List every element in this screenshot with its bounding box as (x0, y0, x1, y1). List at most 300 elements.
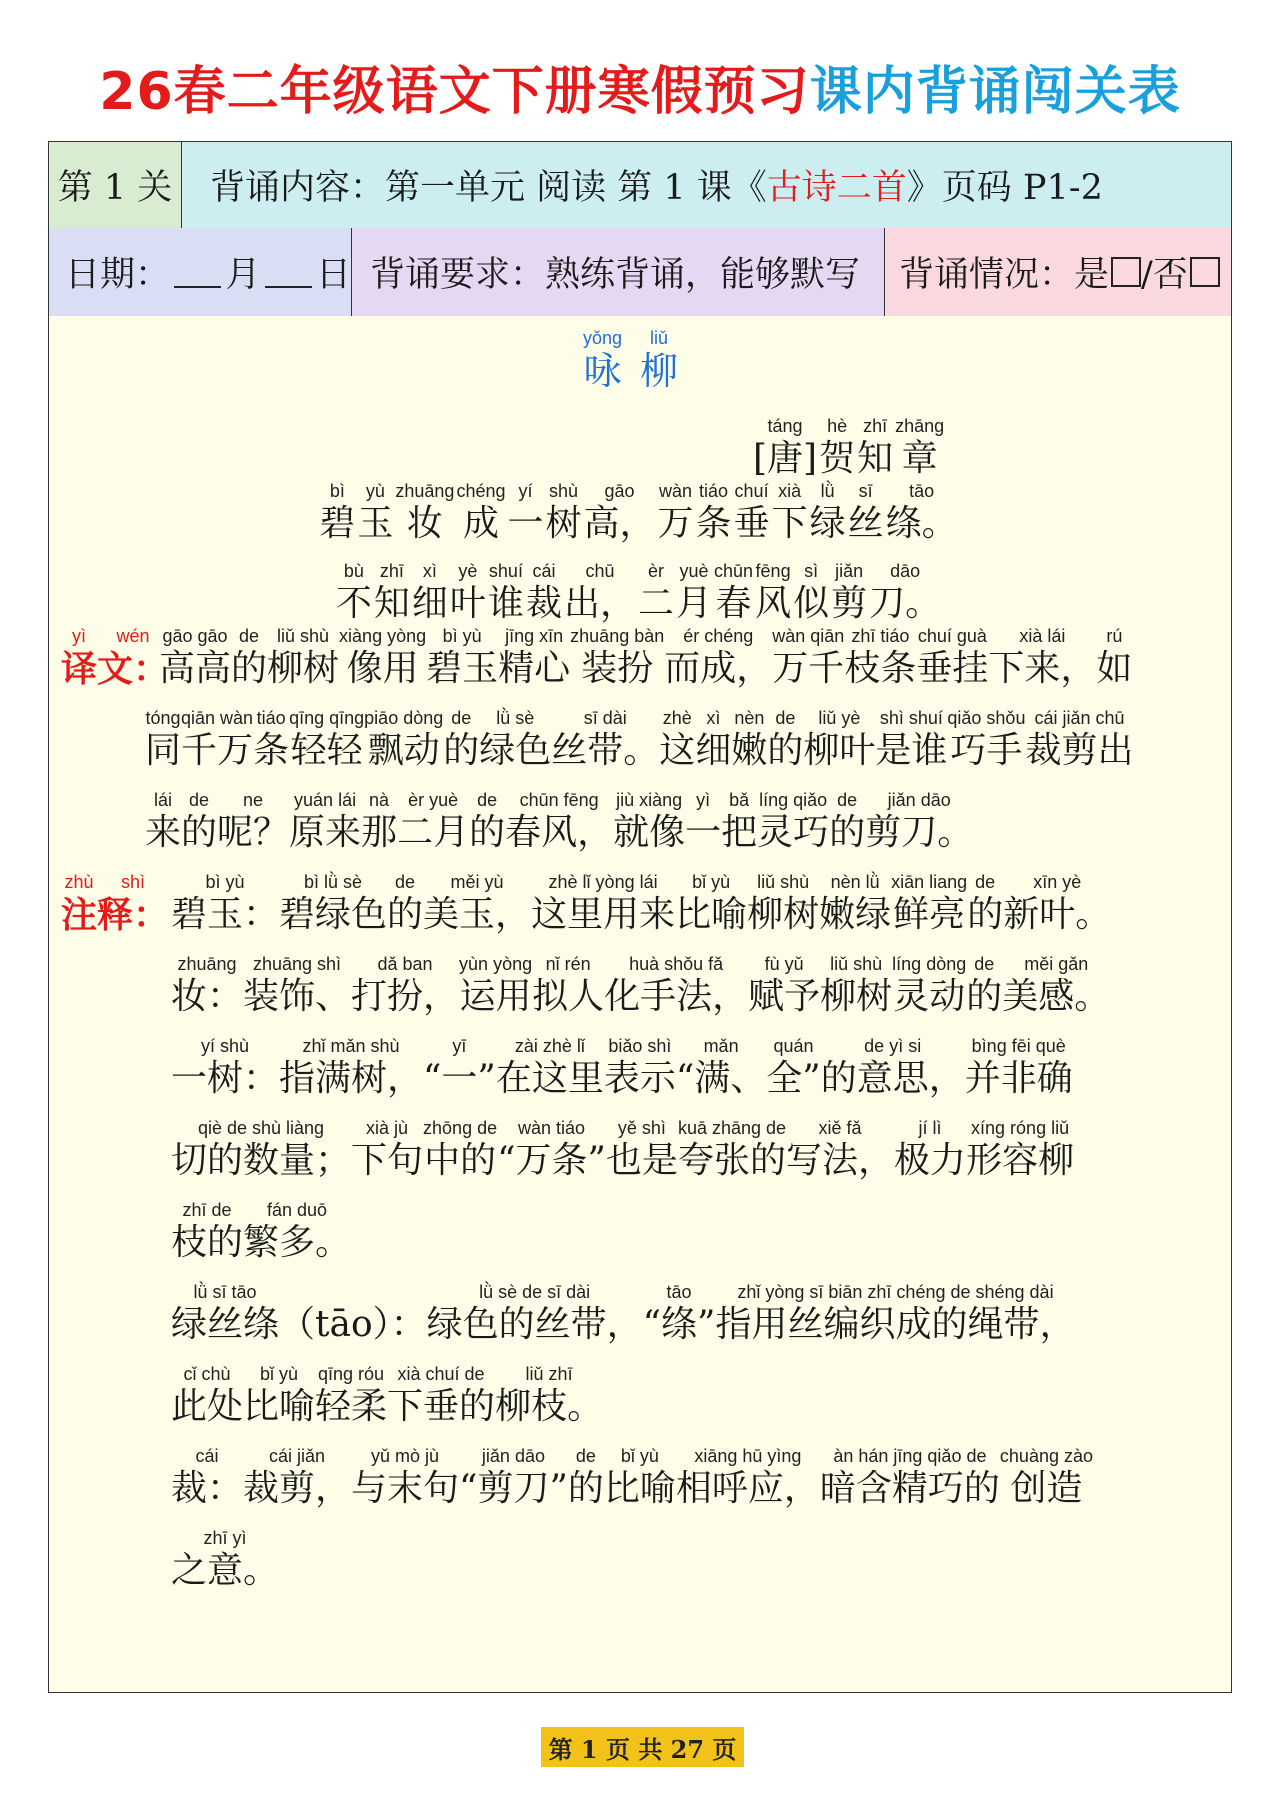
ruby-word (886, 481, 958, 547)
note-line (171, 1446, 1093, 1512)
hanzi: 下 (771, 503, 808, 544)
hanzi: 轻柔 (315, 1386, 388, 1427)
ruby-word (793, 561, 829, 627)
ruby-word (351, 954, 459, 1020)
ruby-word (685, 790, 721, 856)
page-indicator: 第 1 页 共 27 页 (541, 1727, 744, 1767)
pinyin: zhè lǐ yòng lái (548, 872, 658, 892)
translation-label (61, 626, 169, 692)
ruby-word (97, 872, 169, 938)
pinyin: líng dòng (892, 954, 967, 974)
hanzi: 碧 (319, 503, 356, 544)
ruby-word (267, 626, 339, 692)
ruby-word (819, 416, 855, 482)
pinyin: bù (343, 561, 364, 581)
pinyin: xíng róng liǔ (971, 1118, 1070, 1138)
status-cell (885, 228, 1231, 316)
hanzi: 是谁 (875, 730, 948, 771)
hanzi: 似 (793, 583, 830, 624)
ruby-word (767, 708, 803, 774)
hanzi: 知 (373, 583, 410, 624)
hanzi: 高， (583, 503, 656, 544)
ruby-word (423, 872, 531, 938)
hanzi: 像用 (346, 648, 419, 689)
date-label: 日期： (65, 255, 171, 295)
hanzi: 丝带。 (551, 730, 660, 771)
hanzi: 嫩绿 (819, 894, 892, 935)
ruby-word (427, 1282, 643, 1348)
hanzi: 条 (253, 730, 290, 771)
hanzi: 夸张的 (677, 1140, 786, 1181)
hanzi: 巧手 (950, 730, 1023, 771)
note-line (171, 1200, 351, 1266)
ruby-word (459, 954, 532, 1020)
pinyin: shuí (488, 561, 523, 581)
day-label: 日 (315, 255, 351, 295)
hanzi: 下来， (988, 648, 1097, 689)
pinyin: piāo dòng (364, 708, 444, 728)
hanzi: 运用 (459, 976, 532, 1017)
pinyin: xià (778, 481, 802, 501)
poem-title (49, 328, 1230, 394)
ruby-word (564, 561, 636, 627)
pinyin: yě shì (617, 1118, 666, 1138)
hanzi: 化手法， (604, 976, 749, 1017)
pinyin: cái jiǎn chū (1034, 708, 1125, 728)
pinyin: fēng (755, 561, 791, 581)
ruby-word (640, 328, 678, 394)
pinyin: zhè (662, 708, 692, 728)
pinyin: xià jù (366, 1118, 409, 1138)
notes-label (61, 872, 169, 938)
ruby-word (869, 561, 941, 627)
ruby-word (374, 561, 410, 627)
hanzi: 打扮， (351, 976, 460, 1017)
hanzi: 把 (721, 812, 758, 853)
ruby-word (496, 1036, 604, 1102)
ruby-word (61, 872, 97, 938)
hanzi: 表示 (603, 1058, 676, 1099)
content-body (49, 316, 1231, 1692)
hanzi: 的 (829, 812, 866, 853)
pinyin: qiè de shù liàng (197, 1118, 325, 1138)
hanzi: 玉 (357, 503, 394, 544)
ruby-word (395, 481, 454, 547)
ruby-word (289, 708, 364, 774)
hanzi: 如 (1096, 648, 1133, 689)
pinyin: rú (1106, 626, 1123, 646)
pinyin: wàn (659, 481, 693, 501)
pinyin: tóng (145, 708, 181, 728)
ruby-word (171, 954, 243, 1020)
pinyin: tāo (909, 481, 935, 501)
ruby-word (820, 1446, 1000, 1512)
ruby-word (696, 481, 732, 547)
ruby-word (570, 626, 664, 692)
hanzi: 来 (145, 812, 182, 853)
pinyin: jí lì (918, 1118, 942, 1138)
pinyin: yuè (679, 561, 709, 581)
ruby-word (145, 708, 181, 774)
translation-line (145, 790, 973, 856)
yes-checkbox[interactable] (1111, 257, 1141, 287)
hanzi: 裁 (525, 583, 562, 624)
hanzi: 一树： (171, 1058, 280, 1099)
hanzi: 释： (97, 894, 170, 936)
pinyin: bǎ (729, 790, 750, 810)
hanzi: 柳树 (267, 648, 340, 689)
pinyin: bǐ yù (620, 1446, 659, 1466)
hanzi: 此处 (171, 1386, 244, 1427)
pinyin: yì (696, 790, 711, 810)
lesson-name: 古诗二首 (766, 168, 907, 208)
ruby-word (821, 1036, 965, 1102)
no-checkbox[interactable] (1190, 257, 1220, 287)
hanzi: 咏 (583, 349, 622, 393)
hanzi: 章 (901, 438, 938, 479)
note-line (171, 1282, 1075, 1348)
header-row-1 (49, 142, 1231, 229)
content-suffix: 》页码 P1-2 (906, 168, 1103, 208)
hanzi: 的 (567, 1468, 604, 1509)
ruby-word (357, 481, 393, 547)
hanzi: 指满树， (279, 1058, 424, 1099)
ruby-word (171, 1282, 279, 1348)
ruby-word (965, 1036, 1073, 1102)
pinyin: hè (827, 416, 848, 436)
pinyin: yè (458, 561, 478, 581)
hanzi: 春风， (505, 812, 614, 853)
ruby-word (848, 481, 884, 547)
ruby-word (243, 1364, 315, 1430)
pinyin: èr (647, 561, 664, 581)
pinyin: bì (329, 481, 345, 501)
recitation-sheet (48, 141, 1232, 1693)
pinyin: nǐ rén (545, 954, 591, 974)
hanzi: 比喻 (243, 1386, 316, 1427)
hanzi: 灵巧 (757, 812, 830, 853)
level-cell: 第 1 关 (49, 142, 182, 228)
hanzi: 的 (231, 648, 268, 689)
pinyin: chūn fēng (519, 790, 599, 810)
ruby-word (181, 708, 253, 774)
hanzi: 译 (61, 648, 98, 690)
hanzi: 比喻 (675, 894, 748, 935)
note-line (171, 954, 1110, 1020)
ruby-word (676, 561, 712, 627)
hanzi: 柳叶 (803, 730, 876, 771)
hanzi: 妆 (406, 503, 443, 544)
ruby-word (604, 1036, 676, 1102)
hanzi: 二月 (397, 812, 470, 853)
ruby-word (892, 954, 966, 1020)
pinyin: zhuāng (177, 954, 237, 974)
ruby-word (606, 1118, 678, 1184)
hanzi: 而成， (664, 648, 773, 689)
ruby-word (643, 1282, 716, 1348)
ruby-word (675, 872, 747, 938)
hanzi: 一 (685, 812, 722, 853)
hanzi: 的 (387, 894, 424, 935)
hanzi: “万条” (497, 1140, 606, 1181)
pinyin: de (189, 790, 210, 810)
pinyin: de (575, 1446, 596, 1466)
pinyin: chéng (456, 481, 506, 501)
ruby-word (336, 561, 372, 627)
ruby-word (479, 708, 551, 774)
ruby-word (583, 328, 622, 394)
status-no-label: /否 (1141, 255, 1188, 295)
pinyin: xiāng hū yìng (694, 1446, 802, 1466)
pinyin: yí (518, 481, 533, 501)
pinyin: dāo (890, 561, 921, 581)
hanzi: 知 (857, 438, 894, 479)
pinyin: lái (154, 790, 173, 810)
poem-line (49, 481, 1230, 547)
ruby-word (423, 1036, 496, 1102)
hanzi: 绿色的丝带， (426, 1304, 643, 1345)
ruby-word (757, 790, 829, 856)
pinyin: xì (706, 708, 721, 728)
pinyin: bǐ yù (260, 1364, 299, 1384)
pinyin: zhī tiáo (851, 626, 910, 646)
hanzi: 装饰、 (243, 976, 352, 1017)
pinyin: wàn tiáo (517, 1118, 586, 1138)
ruby-word (1000, 1446, 1093, 1512)
pinyin: lǜ (820, 481, 835, 501)
pinyin: yī (452, 1036, 467, 1056)
ruby-word (507, 481, 543, 547)
ruby-word (319, 481, 355, 547)
hanzi: 飘动 (367, 730, 440, 771)
pinyin: jiǎn (835, 561, 864, 581)
hanzi: 叶 (449, 583, 486, 624)
pinyin: de (775, 708, 796, 728)
ruby-word (488, 561, 524, 627)
pinyin: zhōng de (423, 1118, 498, 1138)
ruby-word (412, 561, 448, 627)
hanzi: 原来 (289, 812, 362, 853)
note-line (171, 1528, 279, 1594)
ruby-word (1025, 708, 1133, 774)
hanzi: 裁： (171, 1468, 244, 1509)
ruby-word (498, 626, 570, 692)
pinyin: liǔ shù (757, 872, 810, 892)
hanzi: 柳树 (747, 894, 820, 935)
pinyin: yí shù (200, 1036, 250, 1056)
hanzi: 相呼应， (675, 1468, 820, 1509)
hanzi: 出， (563, 583, 636, 624)
hanzi: 嫩 (731, 730, 768, 771)
pinyin: nèn (734, 708, 765, 728)
ruby-word (531, 872, 675, 938)
pinyin: jiǎn dāo (887, 790, 951, 810)
pinyin: qiǎo shǒu (947, 708, 1026, 728)
pinyin: zhī yì (203, 1528, 247, 1548)
day-blank[interactable] (265, 256, 312, 288)
hanzi: 切的数量； (171, 1140, 352, 1181)
ruby-word (497, 1118, 606, 1184)
ruby-word (387, 872, 423, 938)
pinyin: cái (532, 561, 556, 581)
ruby-word (469, 790, 505, 856)
ruby-word (351, 1446, 459, 1512)
month-label: 月 (225, 255, 261, 295)
month-blank[interactable] (174, 256, 221, 288)
pinyin: liǔ shù (277, 626, 330, 646)
ruby-word (988, 626, 1096, 692)
pinyin: mǎn (703, 1036, 739, 1056)
pinyin: bì yù (205, 872, 245, 892)
hanzi: 丝 (847, 503, 884, 544)
ruby-word (894, 1118, 966, 1184)
hanzi: 写法， (786, 1140, 895, 1181)
hanzi: 繁多。 (243, 1222, 352, 1263)
ruby-word (181, 790, 217, 856)
pinyin: yù (365, 481, 385, 501)
pinyin: xiě fǎ (818, 1118, 862, 1138)
hanzi: 灵动 (893, 976, 966, 1017)
pinyin: zhī (863, 416, 888, 436)
ruby-word (857, 416, 893, 482)
pinyin: wén (116, 626, 150, 646)
hanzi: 柳枝。 (495, 1386, 604, 1427)
ruby-word (243, 954, 351, 1020)
ruby-word (546, 481, 582, 547)
hanzi: 下垂的 (387, 1386, 496, 1427)
pinyin: de (239, 626, 260, 646)
pinyin: cǐ chù (183, 1364, 231, 1384)
ruby-word (755, 561, 791, 627)
content-prefix: 背诵内容：第一单元 阅读 第 1 课《 (210, 168, 767, 208)
ruby-word (772, 626, 844, 692)
ruby-word (803, 708, 875, 774)
ruby-word (279, 872, 387, 938)
pinyin: nèn lǜ (830, 872, 880, 892)
header-row-2 (49, 228, 1231, 317)
ruby-word (766, 1036, 820, 1102)
pinyin: sì (804, 561, 819, 581)
pinyin: xiàng yòng (339, 626, 427, 646)
hanzi: 呢？ (217, 812, 290, 853)
ruby-word (171, 1118, 351, 1184)
ruby-word (604, 954, 748, 1020)
pinyin: sī (858, 481, 873, 501)
translation-line (145, 708, 1133, 774)
ruby-word (820, 954, 892, 1020)
ruby-word (364, 708, 443, 774)
ruby-word (459, 1446, 568, 1512)
hanzi: 这 (659, 730, 696, 771)
note-line (171, 872, 1111, 938)
hanzi: 暗含精巧的 (819, 1468, 1000, 1509)
pinyin: bì yù (442, 626, 482, 646)
ruby-word (495, 1364, 603, 1430)
pinyin: nà (369, 790, 390, 810)
hanzi: 赋予 (748, 976, 821, 1017)
hanzi: 美玉， (423, 894, 532, 935)
hanzi: 也是 (605, 1140, 678, 1181)
hanzi: “一” (423, 1058, 496, 1099)
pinyin: xì (422, 561, 437, 581)
note-line (171, 1118, 1074, 1184)
pinyin: ér chéng (683, 626, 754, 646)
pinyin: zhuāng (395, 481, 455, 501)
pinyin: lǜ sè de sī dài (479, 1282, 591, 1302)
ruby-word (613, 790, 685, 856)
ruby-word (875, 708, 947, 774)
pinyin: zhuāng bàn (570, 626, 665, 646)
page-title (0, 52, 1280, 132)
hanzi: 注 (61, 894, 98, 936)
hanzi: 中的 (424, 1140, 497, 1181)
ruby-word (678, 1118, 786, 1184)
pinyin: zài zhè lǐ (514, 1036, 585, 1056)
hanzi: 成 (462, 503, 499, 544)
hanzi: 剪刀。 (865, 812, 974, 853)
ruby-word (171, 1036, 279, 1102)
pinyin: bǐ yù (692, 872, 731, 892)
hanzi: 妆： (171, 976, 244, 1017)
ruby-word (966, 954, 1002, 1020)
hanzi: 柳树 (820, 976, 893, 1017)
hanzi: 的 (966, 976, 1003, 1017)
pinyin: chū (585, 561, 615, 581)
ruby-word (351, 1118, 423, 1184)
pinyin: liǔ shù (830, 954, 883, 974)
pinyin: zhī de (182, 1200, 232, 1220)
hanzi: 细 (695, 730, 732, 771)
pinyin: sī dài (583, 708, 627, 728)
ruby-word (426, 626, 498, 692)
ruby-word (584, 481, 656, 547)
ruby-word (1096, 626, 1132, 692)
ruby-word (947, 708, 1025, 774)
pinyin: zhuāng shì (252, 954, 342, 974)
ruby-word (279, 1036, 423, 1102)
ruby-word (253, 708, 289, 774)
requirement-cell: 背诵要求：熟练背诵，能够默写 (352, 228, 885, 316)
hanzi: 这里用来 (531, 894, 676, 935)
pinyin: xià chuí de (397, 1364, 485, 1384)
ruby-word (171, 1200, 243, 1266)
title-table: 课内背诵闯关表 (809, 62, 1181, 122)
hanzi: 的 (443, 730, 480, 771)
pinyin: táng (767, 416, 803, 436)
ruby-word (145, 790, 181, 856)
pinyin: xià lái (1019, 626, 1066, 646)
pinyin: měi yù (450, 872, 504, 892)
pinyin: chuí guà (917, 626, 987, 646)
pinyin: zhāng (895, 416, 945, 436)
pinyin: tiáo (256, 708, 286, 728)
ruby-word (450, 561, 486, 627)
hanzi: 春 (715, 583, 752, 624)
hanzi: 刀。 (869, 583, 942, 624)
ruby-word (658, 481, 694, 547)
pinyin: yùn yòng (459, 954, 533, 974)
hanzi: 极力 (894, 1140, 967, 1181)
pinyin: lǜ sī tāo (193, 1282, 257, 1302)
pinyin: shì shuí (879, 708, 943, 728)
pinyin: xiān liang (891, 872, 968, 892)
ruby-word (966, 1118, 1074, 1184)
ruby-word (604, 1446, 676, 1512)
hanzi: [唐] (753, 438, 818, 479)
hanzi: 鲜亮 (893, 894, 966, 935)
ruby-word (532, 954, 604, 1020)
hanzi: “满、 (675, 1058, 767, 1099)
